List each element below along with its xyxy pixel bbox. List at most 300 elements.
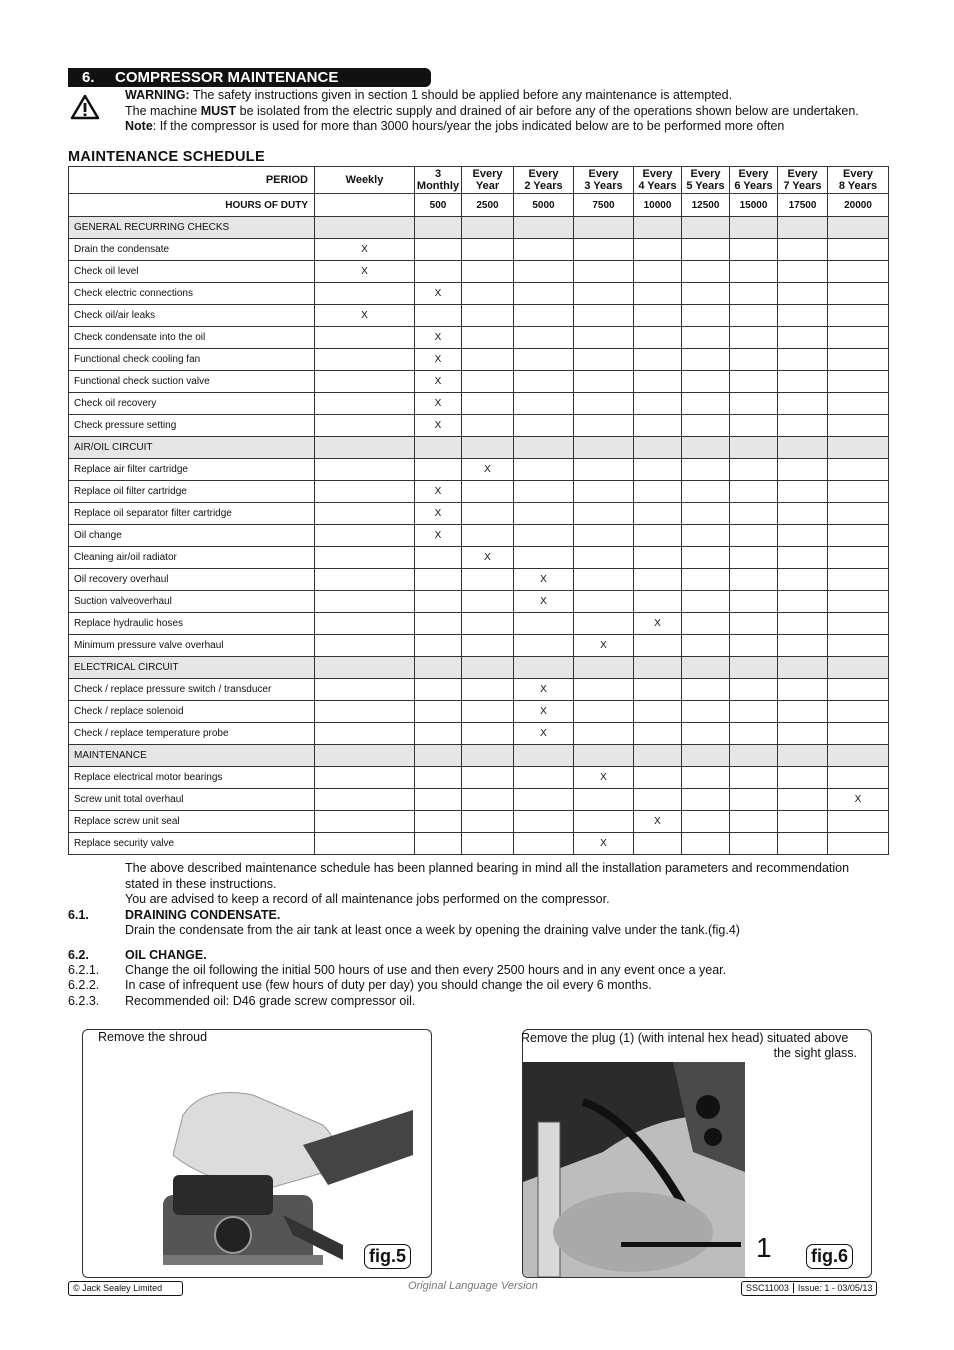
schedule-cell xyxy=(514,393,574,415)
schedule-cell: X xyxy=(415,481,462,503)
task-label: Replace oil filter cartridge xyxy=(69,481,315,503)
schedule-cell xyxy=(634,459,682,481)
table-row xyxy=(69,789,889,811)
schedule-cell xyxy=(462,481,514,503)
footer-code: SSC11003 xyxy=(742,1283,794,1293)
schedule-cell xyxy=(415,767,462,789)
schedule-cell xyxy=(574,591,634,613)
s621-text: Change the oil following the initial 500 hours of use and then every 2500 hours and in any event once a year. xyxy=(125,963,727,977)
schedule-cell xyxy=(634,239,682,261)
schedule-cell xyxy=(315,657,415,679)
schedule-cell xyxy=(514,547,574,569)
schedule-cell xyxy=(682,459,730,481)
schedule-cell xyxy=(574,569,634,591)
category-row xyxy=(69,745,889,767)
schedule-cell xyxy=(778,217,828,239)
schedule-cell xyxy=(682,415,730,437)
table-row xyxy=(69,239,889,261)
schedule-cell xyxy=(514,371,574,393)
period-bottom: 6 Years xyxy=(734,180,773,192)
schedule-cell: X xyxy=(315,239,415,261)
schedule-cell xyxy=(415,217,462,239)
task-label: Check / replace pressure switch / transducer xyxy=(69,679,315,701)
schedule-cell xyxy=(315,723,415,745)
table-row xyxy=(69,393,889,415)
s622-text: In case of infrequent use (few hours of duty per day) you should change the oil every 6 months. xyxy=(125,978,652,992)
schedule-cell xyxy=(682,547,730,569)
schedule-cell xyxy=(462,635,514,657)
task-label: Replace oil separator filter cartridge xyxy=(69,503,315,525)
schedule-cell xyxy=(634,745,682,767)
table-row xyxy=(69,283,889,305)
schedule-cell xyxy=(574,481,634,503)
schedule-cell: X xyxy=(634,811,682,833)
schedule-cell xyxy=(415,679,462,701)
schedule-cell xyxy=(462,613,514,635)
schedule-cell xyxy=(634,723,682,745)
period-top: Every xyxy=(738,168,769,180)
schedule-cell xyxy=(682,305,730,327)
note-label: Note xyxy=(125,119,153,133)
schedule-cell xyxy=(828,833,889,855)
period-top: 3 xyxy=(434,168,442,180)
schedule-cell xyxy=(462,679,514,701)
schedule-cell xyxy=(730,591,778,613)
table-row xyxy=(69,481,889,503)
table-row xyxy=(69,569,889,591)
schedule-cell xyxy=(828,657,889,679)
period-header xyxy=(682,167,730,194)
schedule-cell xyxy=(415,635,462,657)
fig6-callout-number: 1 xyxy=(756,1232,772,1263)
schedule-cell xyxy=(415,701,462,723)
schedule-cell xyxy=(514,745,574,767)
schedule-cell xyxy=(462,393,514,415)
schedule-cell xyxy=(682,569,730,591)
s621-number: 6.2.1. xyxy=(68,963,100,977)
schedule-cell xyxy=(634,283,682,305)
schedule-cell xyxy=(574,745,634,767)
section-title: COMPRESSOR MAINTENANCE xyxy=(115,69,339,86)
schedule-cell xyxy=(415,591,462,613)
schedule-cell xyxy=(634,349,682,371)
schedule-cell xyxy=(315,701,415,723)
schedule-cell xyxy=(730,789,778,811)
schedule-cell xyxy=(778,349,828,371)
schedule-cell: X xyxy=(415,525,462,547)
period-bottom: 8 Years xyxy=(838,180,878,192)
schedule-cell xyxy=(730,833,778,855)
schedule-cell xyxy=(778,811,828,833)
period-top: Every xyxy=(588,168,619,180)
schedule-cell xyxy=(730,723,778,745)
schedule-cell xyxy=(514,305,574,327)
schedule-cell xyxy=(514,789,574,811)
schedule-cell xyxy=(682,327,730,349)
schedule-cell xyxy=(462,371,514,393)
table-row xyxy=(69,349,889,371)
schedule-cell: X xyxy=(514,591,574,613)
schedule-cell xyxy=(415,547,462,569)
schedule-cell: X xyxy=(415,415,462,437)
task-label: Functional check cooling fan xyxy=(69,349,315,371)
schedule-cell xyxy=(415,613,462,635)
s623-text: Recommended oil: D46 grade screw compressor oil. xyxy=(125,994,416,1008)
schedule-cell: X xyxy=(415,393,462,415)
figure-6 xyxy=(522,1029,872,1278)
schedule-cell xyxy=(634,261,682,283)
hours-value: 500 xyxy=(415,194,462,217)
period-header xyxy=(828,167,889,194)
schedule-cell xyxy=(682,481,730,503)
schedule-cell: X xyxy=(315,261,415,283)
schedule-cell xyxy=(574,723,634,745)
schedule-cell xyxy=(730,261,778,283)
task-label: Check / replace temperature probe xyxy=(69,723,315,745)
task-label: Check condensate into the oil xyxy=(69,327,315,349)
schedule-cell xyxy=(682,437,730,459)
schedule-cell xyxy=(415,723,462,745)
schedule-cell xyxy=(462,415,514,437)
schedule-cell: X xyxy=(462,547,514,569)
schedule-cell xyxy=(634,393,682,415)
schedule-cell xyxy=(574,789,634,811)
task-label: Drain the condensate xyxy=(69,239,315,261)
schedule-cell xyxy=(730,569,778,591)
schedule-cell xyxy=(415,833,462,855)
schedule-cell xyxy=(682,613,730,635)
schedule-cell xyxy=(315,833,415,855)
schedule-cell xyxy=(778,547,828,569)
schedule-cell xyxy=(778,371,828,393)
section-heading xyxy=(68,68,431,87)
schedule-cell xyxy=(315,459,415,481)
schedule-cell xyxy=(315,349,415,371)
s62-number: 6.2. xyxy=(68,948,89,962)
task-label: Replace air filter cartridge xyxy=(69,459,315,481)
schedule-cell: X xyxy=(828,789,889,811)
table-row xyxy=(69,305,889,327)
schedule-cell xyxy=(682,679,730,701)
schedule-cell xyxy=(574,503,634,525)
schedule-cell xyxy=(828,767,889,789)
schedule-cell xyxy=(682,503,730,525)
schedule-cell xyxy=(634,635,682,657)
schedule-cell xyxy=(315,327,415,349)
schedule-cell xyxy=(730,613,778,635)
schedule-cell: X xyxy=(514,679,574,701)
period-bottom: 5 Years xyxy=(686,180,725,192)
schedule-cell xyxy=(778,415,828,437)
table-row xyxy=(69,415,889,437)
schedule-cell: X xyxy=(634,613,682,635)
schedule-cell xyxy=(514,327,574,349)
schedule-cell xyxy=(462,283,514,305)
hours-value: 10000 xyxy=(634,194,682,217)
schedule-cell xyxy=(828,745,889,767)
schedule-cell xyxy=(682,525,730,547)
schedule-cell xyxy=(574,283,634,305)
schedule-cell xyxy=(315,217,415,239)
schedule-cell xyxy=(828,217,889,239)
schedule-cell xyxy=(730,525,778,547)
schedule-cell xyxy=(415,569,462,591)
schedule-cell xyxy=(574,415,634,437)
schedule-cell xyxy=(315,789,415,811)
schedule-cell: X xyxy=(415,327,462,349)
schedule-cell xyxy=(778,723,828,745)
schedule-cell xyxy=(778,745,828,767)
schedule-cell xyxy=(514,525,574,547)
hours-value: 2500 xyxy=(462,194,514,217)
schedule-cell xyxy=(514,481,574,503)
schedule-cell xyxy=(730,327,778,349)
schedule-cell xyxy=(462,437,514,459)
schedule-cell xyxy=(828,415,889,437)
schedule-cell: X xyxy=(415,371,462,393)
warning-body: The safety instructions given in section 1 should be applied before any maintenance is attempted. xyxy=(189,88,733,102)
schedule-cell xyxy=(634,591,682,613)
must-pre: The machine xyxy=(125,103,201,118)
schedule-cell xyxy=(778,459,828,481)
task-label: Cleaning air/oil radiator xyxy=(69,547,315,569)
s61-number: 6.1. xyxy=(68,908,89,922)
schedule-cell xyxy=(462,723,514,745)
schedule-note-1: The above described maintenance schedule has been planned bearing in mind all the installation parameters and recommendation xyxy=(125,861,850,875)
hours-value: 15000 xyxy=(730,194,778,217)
table-row xyxy=(69,613,889,635)
schedule-cell xyxy=(634,415,682,437)
schedule-cell: X xyxy=(415,349,462,371)
footer-language: Original Language Version xyxy=(408,1280,538,1292)
schedule-cell xyxy=(634,569,682,591)
task-label: Replace security valve xyxy=(69,833,315,855)
period-header xyxy=(462,167,514,194)
schedule-cell xyxy=(315,569,415,591)
schedule-cell xyxy=(574,459,634,481)
schedule-cell xyxy=(514,833,574,855)
schedule-cell xyxy=(778,833,828,855)
schedule-cell xyxy=(415,261,462,283)
note-body: : If the compressor is used for more than 3000 hours/year the jobs indicated below are to be performed more often xyxy=(152,119,785,133)
hours-label: HOURS OF DUTY xyxy=(69,194,315,217)
schedule-cell xyxy=(730,547,778,569)
task-label: Minimum pressure valve overhaul xyxy=(69,635,315,657)
schedule-cell xyxy=(682,261,730,283)
schedule-cell xyxy=(574,811,634,833)
footer-code-box xyxy=(741,1281,877,1296)
schedule-cell xyxy=(828,349,889,371)
table-row xyxy=(69,459,889,481)
schedule-cell xyxy=(415,657,462,679)
table-row xyxy=(69,503,889,525)
table-row xyxy=(69,371,889,393)
schedule-cell xyxy=(315,635,415,657)
schedule-cell xyxy=(730,657,778,679)
schedule-cell xyxy=(462,701,514,723)
schedule-cell xyxy=(315,415,415,437)
schedule-cell xyxy=(778,679,828,701)
schedule-cell xyxy=(828,261,889,283)
schedule-cell xyxy=(315,283,415,305)
table-row xyxy=(69,327,889,349)
schedule-cell xyxy=(828,811,889,833)
schedule-cell: X xyxy=(514,569,574,591)
schedule-cell xyxy=(828,283,889,305)
period-bottom: 7 Years xyxy=(783,180,822,192)
period-top: Every xyxy=(528,168,559,180)
schedule-cell xyxy=(462,833,514,855)
fig6-caption-line2: the sight glass. xyxy=(773,1046,857,1060)
task-label: Check electric connections xyxy=(69,283,315,305)
task-label: Suction valveoverhaul xyxy=(69,591,315,613)
category-row xyxy=(69,437,889,459)
schedule-cell xyxy=(315,371,415,393)
schedule-cell xyxy=(828,327,889,349)
schedule-cell xyxy=(315,437,415,459)
schedule-cell xyxy=(634,437,682,459)
schedule-cell xyxy=(574,371,634,393)
schedule-cell xyxy=(682,349,730,371)
period-top: Every xyxy=(843,168,873,180)
schedule-cell xyxy=(828,679,889,701)
schedule-cell xyxy=(634,217,682,239)
schedule-cell: X xyxy=(462,459,514,481)
schedule-cell xyxy=(574,217,634,239)
schedule-cell xyxy=(462,327,514,349)
schedule-cell xyxy=(828,503,889,525)
schedule-cell xyxy=(730,745,778,767)
schedule-cell xyxy=(315,503,415,525)
schedule-cell xyxy=(315,811,415,833)
schedule-cell xyxy=(514,415,574,437)
schedule-cell xyxy=(415,437,462,459)
schedule-cell xyxy=(730,767,778,789)
task-label: GENERAL RECURRING CHECKS xyxy=(69,217,315,239)
schedule-cell xyxy=(315,525,415,547)
table-row xyxy=(69,525,889,547)
schedule-cell xyxy=(574,437,634,459)
hours-value: 5000 xyxy=(514,194,574,217)
oil-plug-photo xyxy=(523,1062,745,1277)
schedule-cell xyxy=(730,679,778,701)
must-word: MUST xyxy=(200,103,237,118)
task-label: Replace screw unit seal xyxy=(69,811,315,833)
schedule-cell xyxy=(514,283,574,305)
schedule-cell xyxy=(828,371,889,393)
schedule-cell xyxy=(574,525,634,547)
schedule-cell xyxy=(828,305,889,327)
schedule-cell xyxy=(634,767,682,789)
schedule-cell xyxy=(574,393,634,415)
period-bottom: 2 Years xyxy=(524,180,563,192)
table-row xyxy=(69,547,889,569)
s61-title: DRAINING CONDENSATE. xyxy=(125,908,281,922)
task-label: Replace electrical motor bearings xyxy=(69,767,315,789)
schedule-cell xyxy=(778,481,828,503)
task-label: ELECTRICAL CIRCUIT xyxy=(69,657,315,679)
period-top: Every xyxy=(642,168,673,180)
table-row xyxy=(69,261,889,283)
schedule-cell xyxy=(730,239,778,261)
schedule-cell xyxy=(682,811,730,833)
schedule-cell xyxy=(315,767,415,789)
figure-5 xyxy=(82,1029,432,1278)
schedule-cell xyxy=(730,503,778,525)
schedule-cell xyxy=(778,261,828,283)
schedule-cell xyxy=(634,547,682,569)
task-label: Check oil recovery xyxy=(69,393,315,415)
task-label: MAINTENANCE xyxy=(69,745,315,767)
s62-title: OIL CHANGE. xyxy=(125,948,207,962)
task-label: Check oil level xyxy=(69,261,315,283)
task-label: Check / replace solenoid xyxy=(69,701,315,723)
schedule-cell xyxy=(778,437,828,459)
schedule-cell xyxy=(730,393,778,415)
category-row xyxy=(69,657,889,679)
schedule-cell xyxy=(682,393,730,415)
schedule-cell xyxy=(634,833,682,855)
hours-value xyxy=(315,194,415,217)
schedule-cell xyxy=(778,327,828,349)
schedule-cell xyxy=(828,393,889,415)
period-header xyxy=(574,167,634,194)
schedule-cell xyxy=(730,283,778,305)
schedule-cell xyxy=(574,261,634,283)
schedule-cell xyxy=(634,679,682,701)
schedule-cell xyxy=(415,305,462,327)
schedule-cell xyxy=(514,811,574,833)
schedule-cell xyxy=(634,789,682,811)
schedule-cell xyxy=(415,459,462,481)
schedule-cell xyxy=(462,591,514,613)
schedule-cell xyxy=(828,481,889,503)
schedule-cell: X xyxy=(574,635,634,657)
schedule-cell xyxy=(574,239,634,261)
table-row xyxy=(69,833,889,855)
fig6-caption-line1: Remove the plug (1) (with intenal hex head) situated above xyxy=(521,1031,849,1045)
schedule-cell xyxy=(634,657,682,679)
schedule-note-3: You are advised to keep a record of all maintenance jobs performed on the compressor. xyxy=(125,892,610,906)
schedule-cell xyxy=(514,239,574,261)
schedule-cell xyxy=(730,811,778,833)
period-header xyxy=(315,167,415,194)
task-label: Oil change xyxy=(69,525,315,547)
task-label: Functional check suction valve xyxy=(69,371,315,393)
task-label: Screw unit total overhaul xyxy=(69,789,315,811)
period-bottom: 4 Years xyxy=(638,180,677,192)
s623-number: 6.2.3. xyxy=(68,994,100,1008)
task-label: Oil recovery overhaul xyxy=(69,569,315,591)
schedule-title: MAINTENANCE SCHEDULE xyxy=(68,149,265,165)
period-top: Every xyxy=(787,168,818,180)
category-row xyxy=(69,217,889,239)
schedule-cell xyxy=(574,305,634,327)
schedule-cell xyxy=(315,481,415,503)
schedule-cell xyxy=(315,393,415,415)
schedule-cell xyxy=(462,789,514,811)
schedule-cell xyxy=(574,327,634,349)
schedule-cell xyxy=(682,833,730,855)
warning-text xyxy=(125,88,905,135)
schedule-cell xyxy=(462,811,514,833)
schedule-cell xyxy=(514,217,574,239)
schedule-notes xyxy=(125,861,895,908)
warning-icon xyxy=(70,94,100,120)
period-header xyxy=(730,167,778,194)
period-bottom: Weekly xyxy=(345,174,384,186)
warning-label: WARNING: xyxy=(125,88,190,102)
